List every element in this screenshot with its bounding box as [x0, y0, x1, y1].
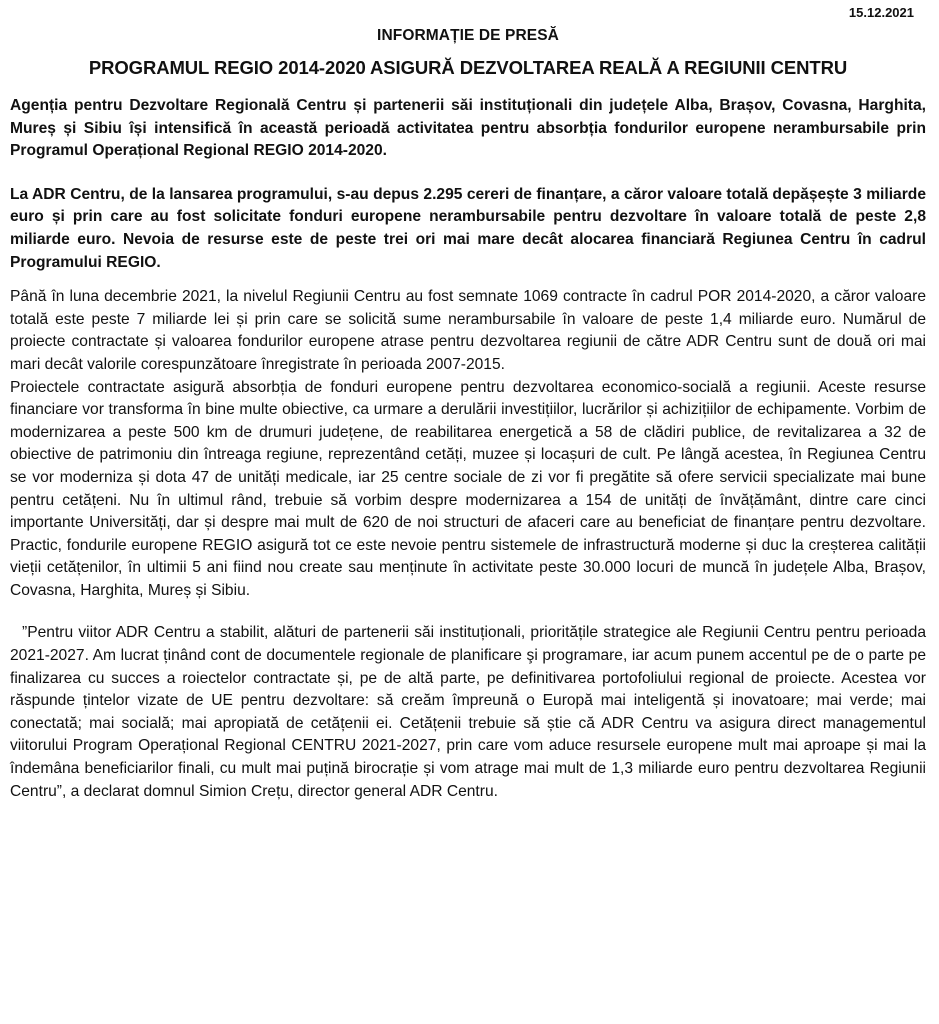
document-page — [10, 0, 926, 803]
lead-paragraph: Agenția pentru Dezvoltare Regională Centru și partenerii săi instituționali din județele Alba, Brașov, Covasna, Harghita, Mureș și Sibiu își intensifică în această perioadă activitatea pentru absorbția fondurilor europene nerambursabile prin Programul Operațional Regional REGIO 2014-2020. — [10, 97, 926, 160]
quote-paragraph: ”Pentru viitor ADR Centru a stabilit, alături de partenerii săi instituționali, prioritățile strategice ale Regiunii Centru pentru perioada 2021-2027. Am lucrat ținând cont de documentele regionale de planificare şi programare, iar acum punem accentul pe de o parte pe finalizarea cu succes a roiectelor contractate și, pe de altă parte, pe definitivarea portofoliului regional de proiecte. Acestea vor răspunde țintelor vizate de UE pentru dezvoltare: să creăm împreună o Europă mai inteligentă și inovatoare; mai verde; mai conectată; mai socială; mai apropiată de cetățenii ei. Cetățenii trebuie să știe că ADR Centru va asigura direct managementul viitorului Program Operațional Regional CENTRU 2021-2027, prin care vom aduce resursele europene mult mai aproape și mai la îndemâna beneficiarilor finali, cu mult mai puțină birocrație și vom atrage mai mult de 1,3 miliarde euro pentru dezvoltarea Regiunii Centru”, a declarat domnul Simion Crețu, director general ADR Centru. — [10, 624, 926, 800]
release-date: 15.12.2021 — [848, 5, 914, 20]
body-paragraph: Proiectele contractate asigură absorbția de fonduri europene pentru dezvoltarea economico-socială a regiunii. Aceste resurse financiare vor transforma în bine multe obiective, ca urmare a derulării investițiilor, lucrărilor și achizițiilor de echipamente. Vorbim de modernizarea a peste 500 km de drumuri județene, de reabilitarea energetică a 58 de clădiri publice, de revitalizarea a 32 de obiective de patrimoniu din întreaga regiune, reprezentând cetăți, muzee și locașuri de cult. Pe lângă acestea, în Regiunea Centru se vor moderniza și dota 47 de unități medicale, iar 25 centre sociale de zi vor fi pregătite să ofere servicii specializate mai bune pentru cetățeni. Nu în ultimul rând, trebuie să vorbim despre modernizarea a 154 de unități de învățământ, dintre care cinci importante Universități, dar și despre mai mult de 620 de noi structuri de afaceri care au beneficiat de finanțare pentru dezvoltare. Practic, fondurile europene REGIO asigură tot ce este nevoie pentru sistemele de infrastructură moderne și duc la creșterea calității vieții cetățenilor, în ultimii 5 ani fiind nou create sau menținute în activitate peste 30.000 locuri de muncă în județele Alba, Brașov, Covasna, Harghita, Mureș și Sibiu. — [10, 378, 926, 599]
lead-paragraph: La ADR Centru, de la lansarea programului, s-au depus 2.295 cereri de finanțare, a căror valoare totală depășește 3 miliarde euro și prin care au fost solicitate fonduri europene nerambursabile pentru dezvoltare în valoare totală de peste 2,8 miliarde euro. Nevoia de resurse este de peste trei ori mai mare decât alocarea financiară Regiunea Centru în cadrul Programului REGIO. — [10, 185, 926, 271]
body-paragraph: Până în luna decembrie 2021, la nivelul Regiunii Centru au fost semnate 1069 contracte în cadrul POR 2014-2020, a căror valoare totală este peste 7 miliarde lei și prin care se solicită sume nerambursabile în valoare de peste 1,4 miliarde euro. Numărul de proiecte contractate și valoarea fondurilor europene atrase pentru dezvoltarea regiunii de către ADR Centru sunt de două ori mai mari decât valorile corespunzătoare înregistrate în perioada 2007-2015. — [10, 288, 926, 373]
press-info-heading: INFORMAȚIE DE PRESĂ — [377, 27, 559, 44]
article-title: PROGRAMUL REGIO 2014-2020 ASIGURĂ DEZVOLTAREA REALĂ A REGIUNII CENTRU — [88, 57, 848, 78]
